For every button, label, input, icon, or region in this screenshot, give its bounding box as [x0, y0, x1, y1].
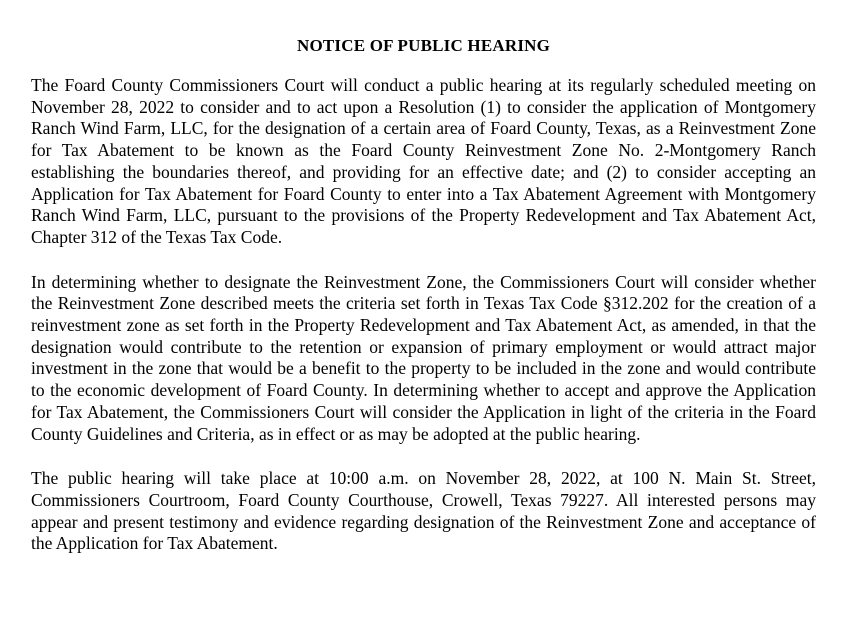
- paragraph-hearing-purpose: The Foard County Commissioners Court will conduct a public hearing at its regularly scheduled meeting on November 28, 2022 to consider and to act upon a Resolution (1) to consider the application of Montgomery Ranch Wind Farm, LLC, for the designation of a certain area of Foard County, Texas, as a Reinvestment Zone for Tax Abatement to be known as the Foard County Reinvestment Zone No. 2-Montgomery Ranch establishing the boundaries thereof, and providing for an effective date; and (2) to consider accepting an Application for Tax Abatement for Foard County to enter into a Tax Abatement Agreement with Montgomery Ranch Wind Farm, LLC, pursuant to the provisions of the Property Redevelopment and Tax Abatement Act, Chapter 312 of the Texas Tax Code.: [31, 75, 816, 247]
- paragraph-determination-criteria: In determining whether to designate the Reinvestment Zone, the Commissioners Court will consider whether the Reinvestment Zone described meets the criteria set forth in Texas Tax Code §312.202 for the creation of a reinvestment zone as set forth in the Property Redevelopment and Tax Abatement Act, as amended, in that the designation would contribute to the retention or expansion of primary employment or would attract major investment in the zone that would be a benefit to the property to be included in the zone and would contribute to the economic development of Foard County. In determining whether to accept and approve the Application for Tax Abatement, the Commissioners Court will consider the Application in light of the criteria in the Foard County Guidelines and Criteria, as in effect or as may be adopted at the public hearing.: [31, 271, 816, 444]
- paragraph-hearing-location: The public hearing will take place at 10:00 a.m. on November 28, 2022, at 100 N. Main St. Street, Commissioners Courtroom, Foard County Courthouse, Crowell, Texas 79227. All interested persons may appear and present testimony and evidence regarding designation of the Reinvestment Zone and acceptance of the Application for Tax Abatement.: [31, 468, 816, 554]
- document-title: NOTICE OF PUBLIC HEARING: [296, 36, 551, 55]
- notice-document: [31, 36, 816, 555]
